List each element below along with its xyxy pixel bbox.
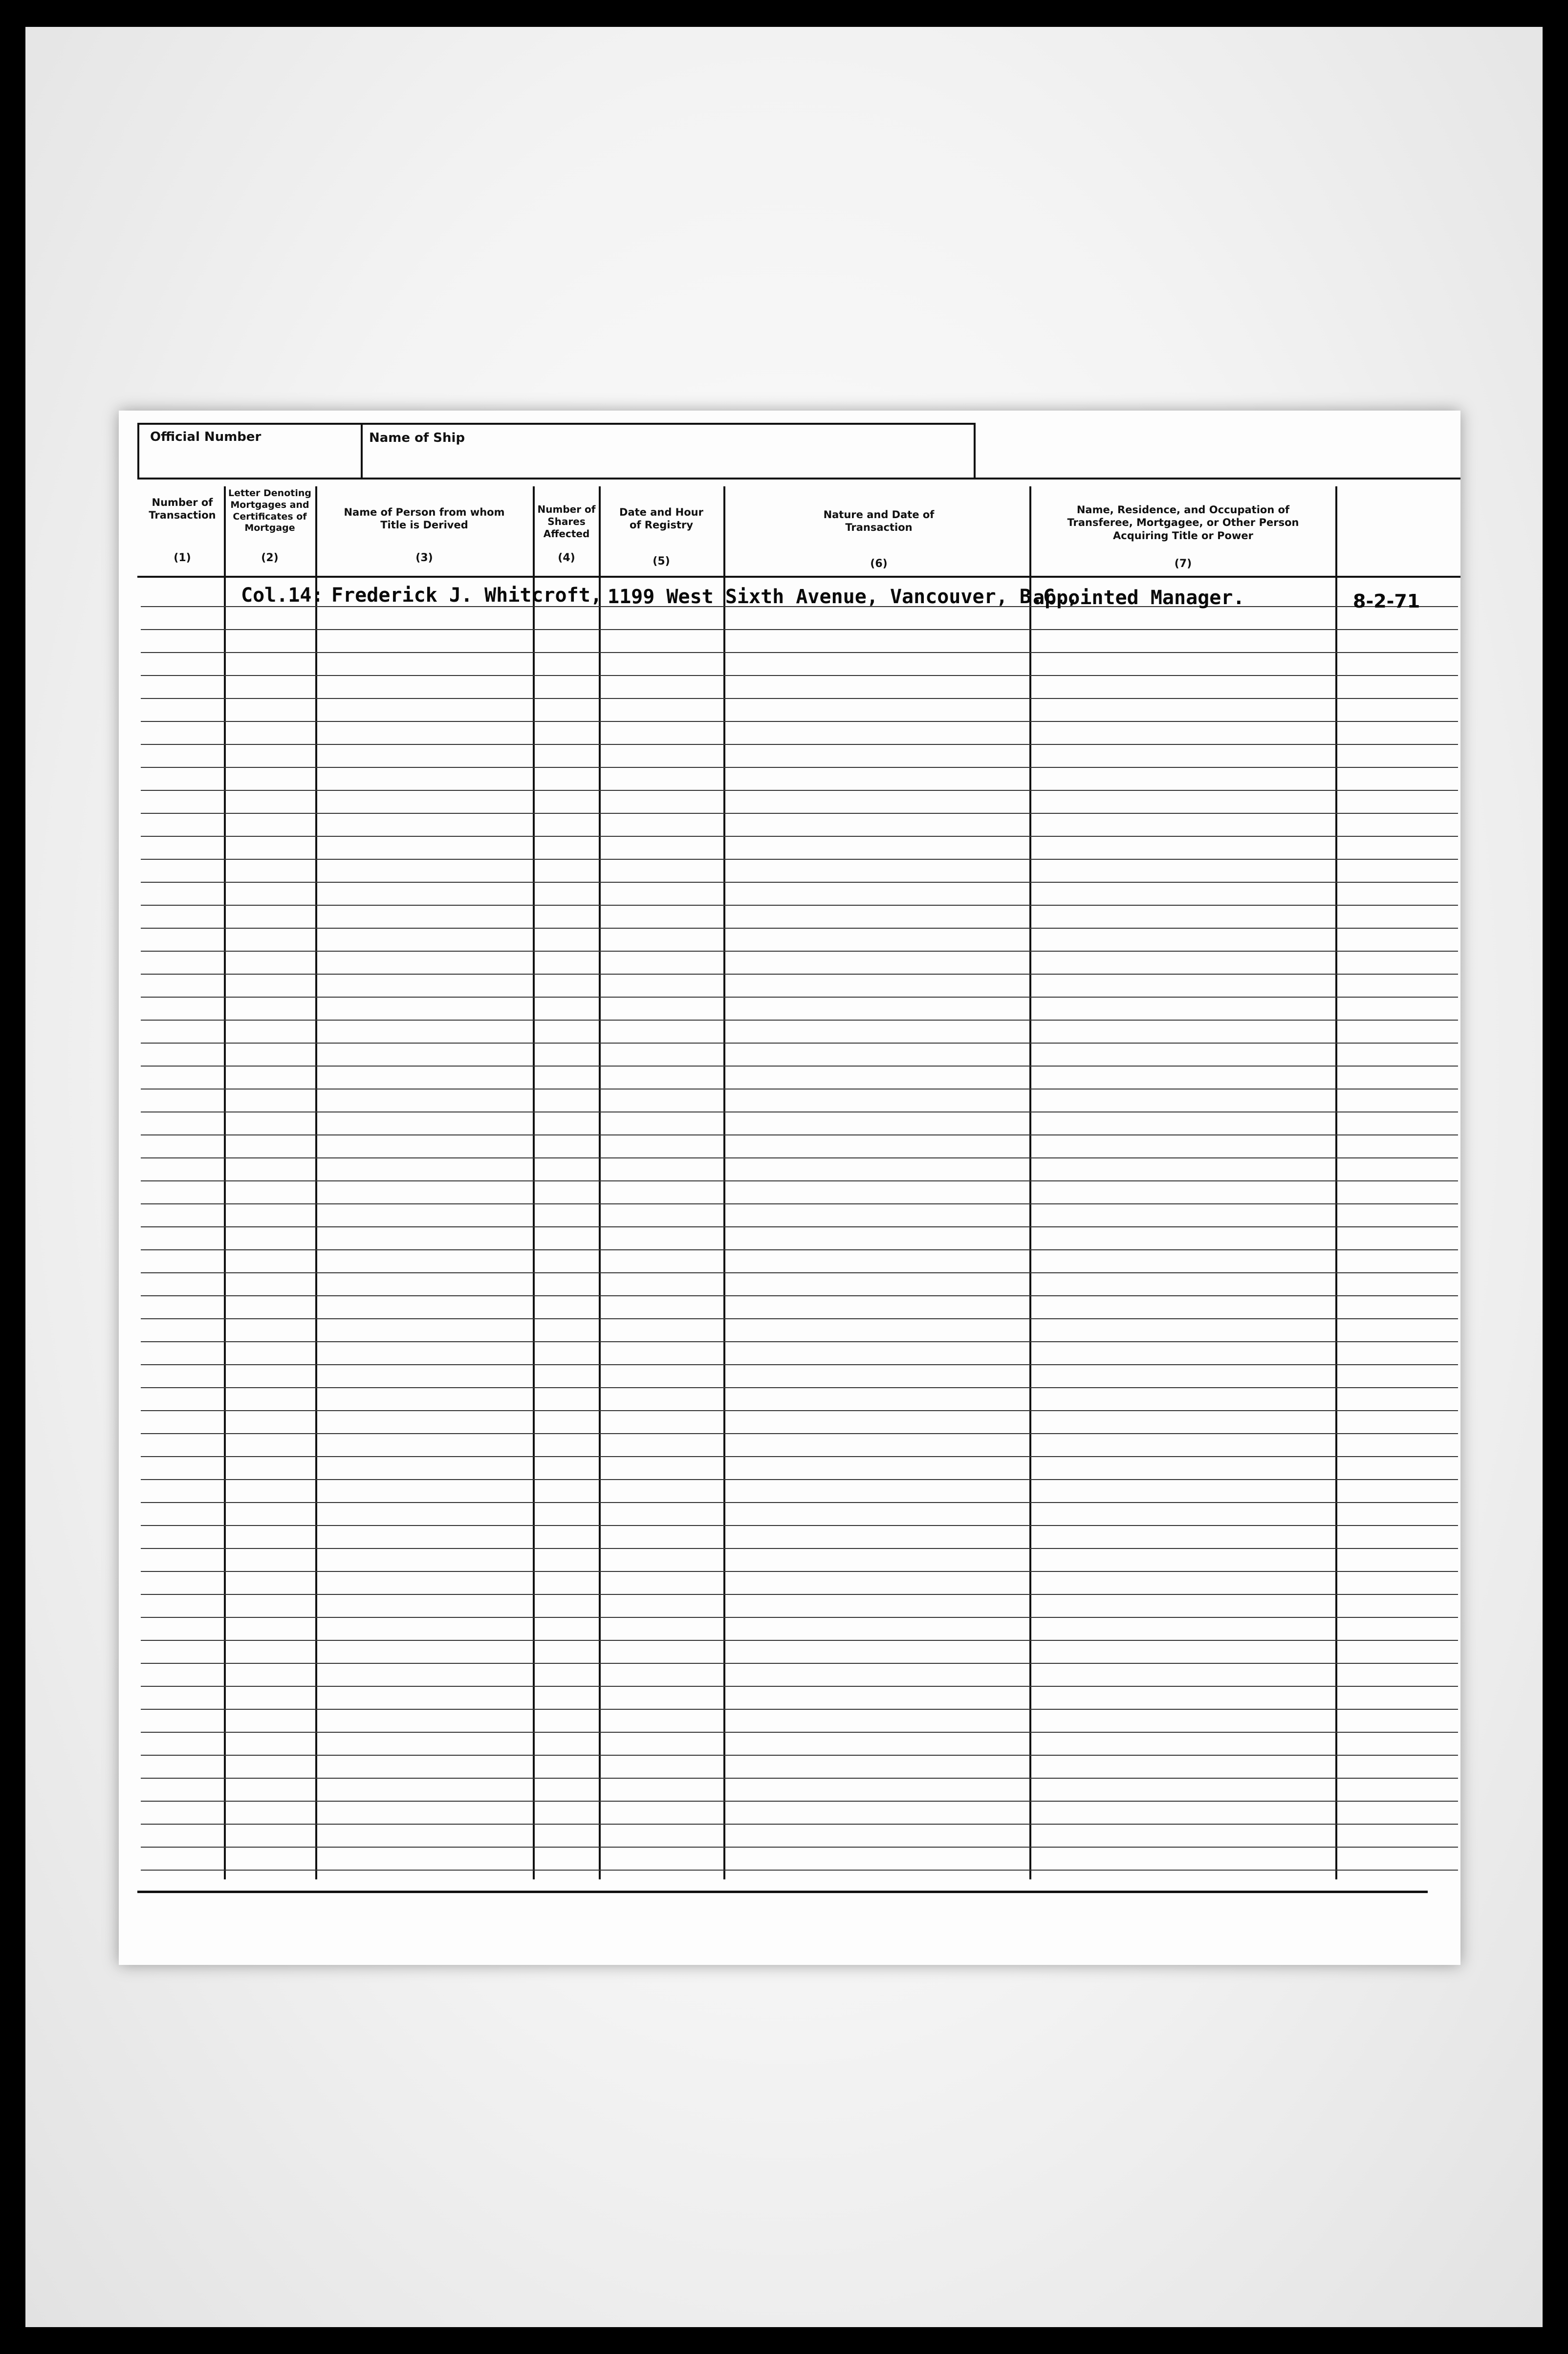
- ruled-line: [141, 629, 1458, 630]
- table-header-bottom-line: [137, 576, 1460, 578]
- ruled-line: [141, 1157, 1458, 1158]
- ruled-line: [141, 1479, 1458, 1480]
- header-divider: [361, 423, 363, 478]
- column-1-title: Number of Transaction: [149, 497, 216, 522]
- column-divider-5: [723, 486, 725, 1879]
- column-7-number: (7): [1174, 558, 1192, 570]
- ruled-line: [141, 859, 1458, 860]
- column-divider-4: [599, 486, 601, 1879]
- name-of-ship-label: Name of Ship: [369, 431, 465, 445]
- ruled-line: [141, 1502, 1458, 1503]
- ruled-line: [141, 1249, 1458, 1250]
- column-6-number: (6): [870, 558, 888, 570]
- header-top-line: [137, 423, 976, 425]
- column-5-title: Date and Hour of Registry: [619, 506, 703, 531]
- ruled-line: [141, 882, 1458, 883]
- ruled-line: [141, 928, 1458, 929]
- ruled-line: [141, 974, 1458, 975]
- ruled-line: [141, 1364, 1458, 1365]
- ruled-line: [141, 1203, 1458, 1204]
- ruled-line: [141, 1778, 1458, 1779]
- column-5-number: (5): [653, 555, 670, 567]
- register-form: [119, 411, 1460, 1965]
- column-1-number: (1): [174, 552, 191, 564]
- ruled-line: [141, 698, 1458, 699]
- ruled-line: [141, 1043, 1458, 1044]
- ruled-line: [141, 1617, 1458, 1618]
- entry-address: 1199 West Sixth Avenue, Vancouver, B.C.,: [608, 586, 1079, 608]
- ruled-line: [141, 1387, 1458, 1388]
- ruled-line: [141, 997, 1458, 998]
- ruled-line: [141, 1594, 1458, 1595]
- ruled-line: [141, 905, 1458, 906]
- column-2-number: (2): [261, 552, 279, 564]
- header-left-border: [137, 423, 139, 478]
- ruled-line: [141, 1824, 1458, 1825]
- entry-date: 8-2-71: [1353, 590, 1420, 612]
- column-3-title: Name of Person from whom Title is Derived: [344, 506, 505, 531]
- column-3-number: (3): [415, 552, 433, 564]
- ruled-line: [141, 1134, 1458, 1135]
- ruled-line: [141, 1089, 1458, 1090]
- ruled-line: [141, 1066, 1458, 1067]
- ruled-line: [141, 1548, 1458, 1549]
- official-number-label: Official Number: [150, 430, 261, 444]
- ruled-line: [141, 790, 1458, 791]
- ruled-line: [141, 1571, 1458, 1572]
- column-divider-3: [533, 486, 535, 1879]
- ruled-line: [141, 836, 1458, 837]
- ruled-line: [141, 1847, 1458, 1848]
- ruled-line: [141, 1272, 1458, 1273]
- ruled-line: [141, 1180, 1458, 1181]
- column-4-number: (4): [558, 552, 575, 564]
- ruled-line: [141, 1410, 1458, 1411]
- ruled-line: [141, 744, 1458, 745]
- column-7-title: Name, Residence, and Occupation of Transferee, Mortgagee, or Other Person Acquiring Title or Power: [1067, 504, 1299, 542]
- ruled-line: [141, 1709, 1458, 1710]
- column-6-title: Nature and Date of Transaction: [823, 509, 935, 534]
- ruled-line: [141, 951, 1458, 952]
- ruled-line: [141, 1663, 1458, 1664]
- ruled-line: [141, 652, 1458, 653]
- ruled-line: [141, 1456, 1458, 1457]
- table-top-line: [137, 478, 1460, 480]
- entry-column-reference: Col.14:: [241, 584, 324, 607]
- ruled-line: [141, 1295, 1458, 1296]
- header-right-border: [974, 423, 976, 478]
- column-4-title: Number of Shares Affected: [537, 503, 596, 540]
- entry-person-name: Frederick J. Whitcroft,: [331, 584, 602, 607]
- ruled-line: [141, 767, 1458, 768]
- ruled-line: [141, 1755, 1458, 1756]
- ruled-line: [141, 1020, 1458, 1021]
- column-divider-6: [1029, 486, 1031, 1879]
- column-divider-1: [224, 486, 226, 1879]
- entry-role: appointed Manager.: [1033, 587, 1245, 609]
- ruled-line: [141, 1318, 1458, 1319]
- ruled-line: [141, 1686, 1458, 1687]
- ruled-line: [141, 813, 1458, 814]
- table-bottom-line: [137, 1891, 1428, 1893]
- ruled-line: [141, 1525, 1458, 1526]
- column-divider-7: [1335, 486, 1337, 1879]
- ruled-line: [141, 1341, 1458, 1342]
- ruled-line: [141, 675, 1458, 676]
- ruled-line: [141, 1640, 1458, 1641]
- ruled-line: [141, 1870, 1458, 1871]
- ruled-line: [141, 1433, 1458, 1434]
- ruled-line: [141, 1801, 1458, 1802]
- column-divider-2: [315, 486, 317, 1879]
- ruled-line: [141, 1226, 1458, 1227]
- ruled-line: [141, 1732, 1458, 1733]
- ruled-line: [141, 721, 1458, 722]
- column-2-title: Letter Denoting Mortgages and Certificates of Mortgage: [228, 488, 311, 534]
